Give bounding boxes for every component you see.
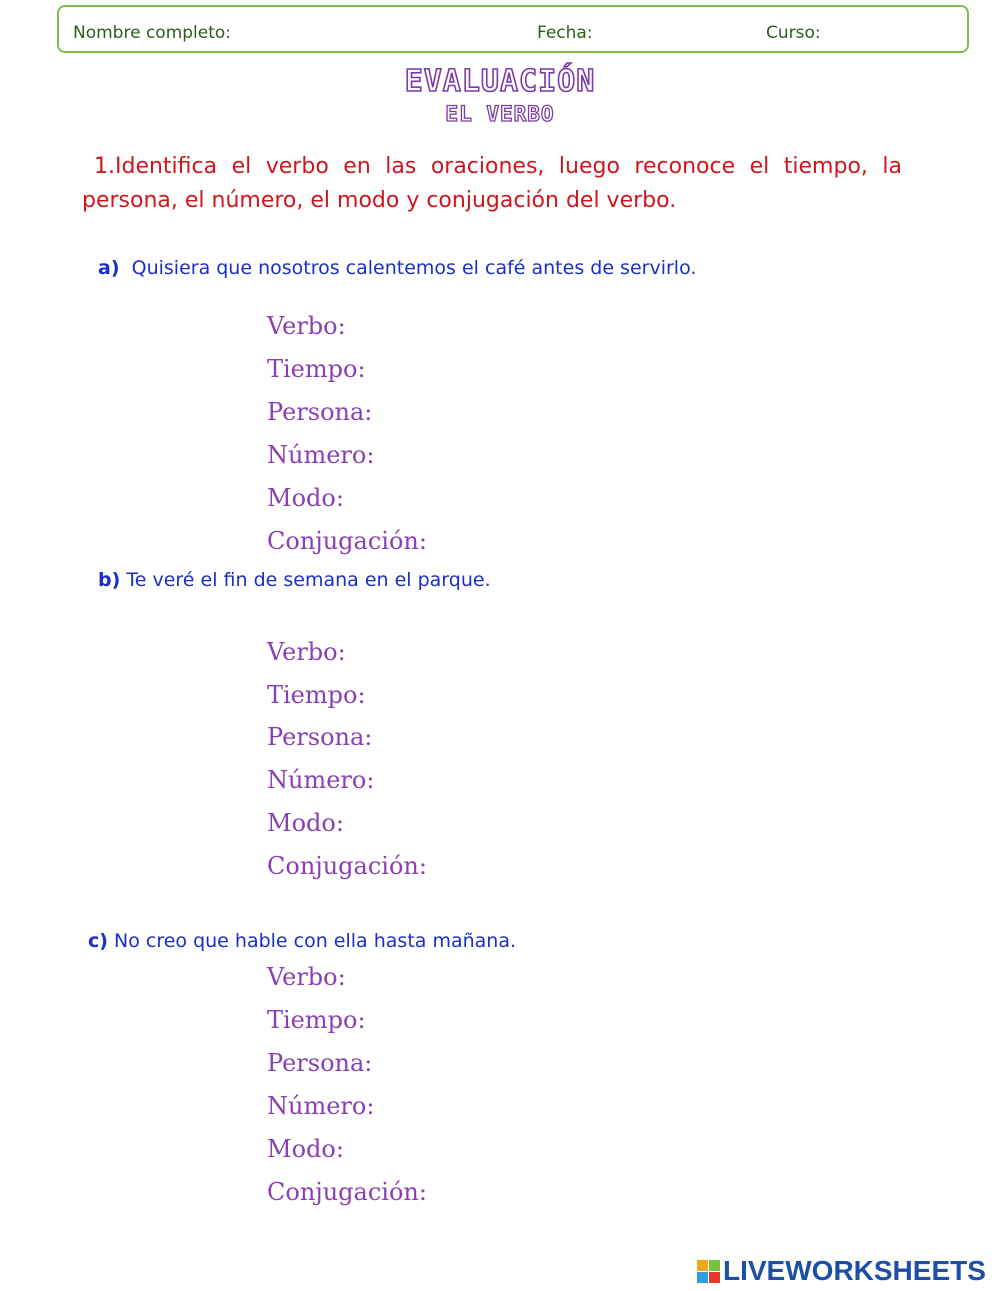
student-info-box: [57, 5, 969, 53]
exercise-c-conjugacion: Conjugación:: [267, 1178, 427, 1206]
exercise-b-text: Te veré el fin de semana en el parque.: [126, 569, 491, 591]
exercise-a-letter: a): [98, 257, 120, 279]
exercise-b-letter: b): [98, 569, 121, 591]
exercise-c-text: No creo que hable con ella hasta mañana.: [114, 930, 517, 952]
exercise-c-verbo: Verbo:: [267, 963, 346, 991]
exercise-b-numero: Número:: [267, 766, 375, 794]
exercise-c-numero: Número:: [267, 1092, 375, 1120]
exercise-c-tiempo: Tiempo:: [267, 1006, 366, 1034]
page-title: EVALUACIÓN: [404, 64, 596, 99]
exercise-b-sentence: [98, 569, 491, 591]
exercise-a-persona: Persona:: [267, 398, 373, 426]
instruction: [82, 150, 902, 218]
liveworksheets-logo-icon: [697, 1260, 720, 1283]
exercise-b-conjugacion: Conjugación:: [267, 852, 427, 880]
exercise-a-numero: Número:: [267, 441, 375, 469]
exercise-c-persona: Persona:: [267, 1049, 373, 1077]
exercise-a-text: Quisiera que nosotros calentemos el café antes de servirlo.: [131, 257, 697, 279]
exercise-b-persona: Persona:: [267, 723, 373, 751]
page-subtitle: EL VERBO: [445, 102, 555, 126]
instruction-number: 1.: [94, 154, 115, 179]
exercise-b-tiempo: Tiempo:: [267, 681, 366, 709]
exercise-b-verbo: Verbo:: [267, 638, 346, 666]
exercise-c-modo: Modo:: [267, 1135, 344, 1163]
exercise-b-modo: Modo:: [267, 809, 344, 837]
exercise-a-conjugacion: Conjugación:: [267, 527, 427, 555]
exercise-c-sentence: [88, 930, 516, 952]
date-label: Fecha:: [537, 23, 593, 43]
instruction-text: Identifica el verbo en las oraciones, luego reconoce el tiempo, la persona, el número, el modo y conjugación del verbo.: [82, 154, 902, 213]
exercise-a-tiempo: Tiempo:: [267, 355, 366, 383]
name-label: Nombre completo:: [73, 23, 232, 43]
course-label: Curso:: [766, 23, 821, 43]
exercise-c-letter: c): [88, 930, 108, 952]
exercise-a-sentence: [98, 257, 696, 279]
liveworksheets-logo: [697, 1256, 986, 1286]
liveworksheets-logo-text: LIVEWORKSHEETS: [723, 1255, 986, 1286]
exercise-a-modo: Modo:: [267, 484, 344, 512]
exercise-a-verbo: Verbo:: [267, 312, 346, 340]
